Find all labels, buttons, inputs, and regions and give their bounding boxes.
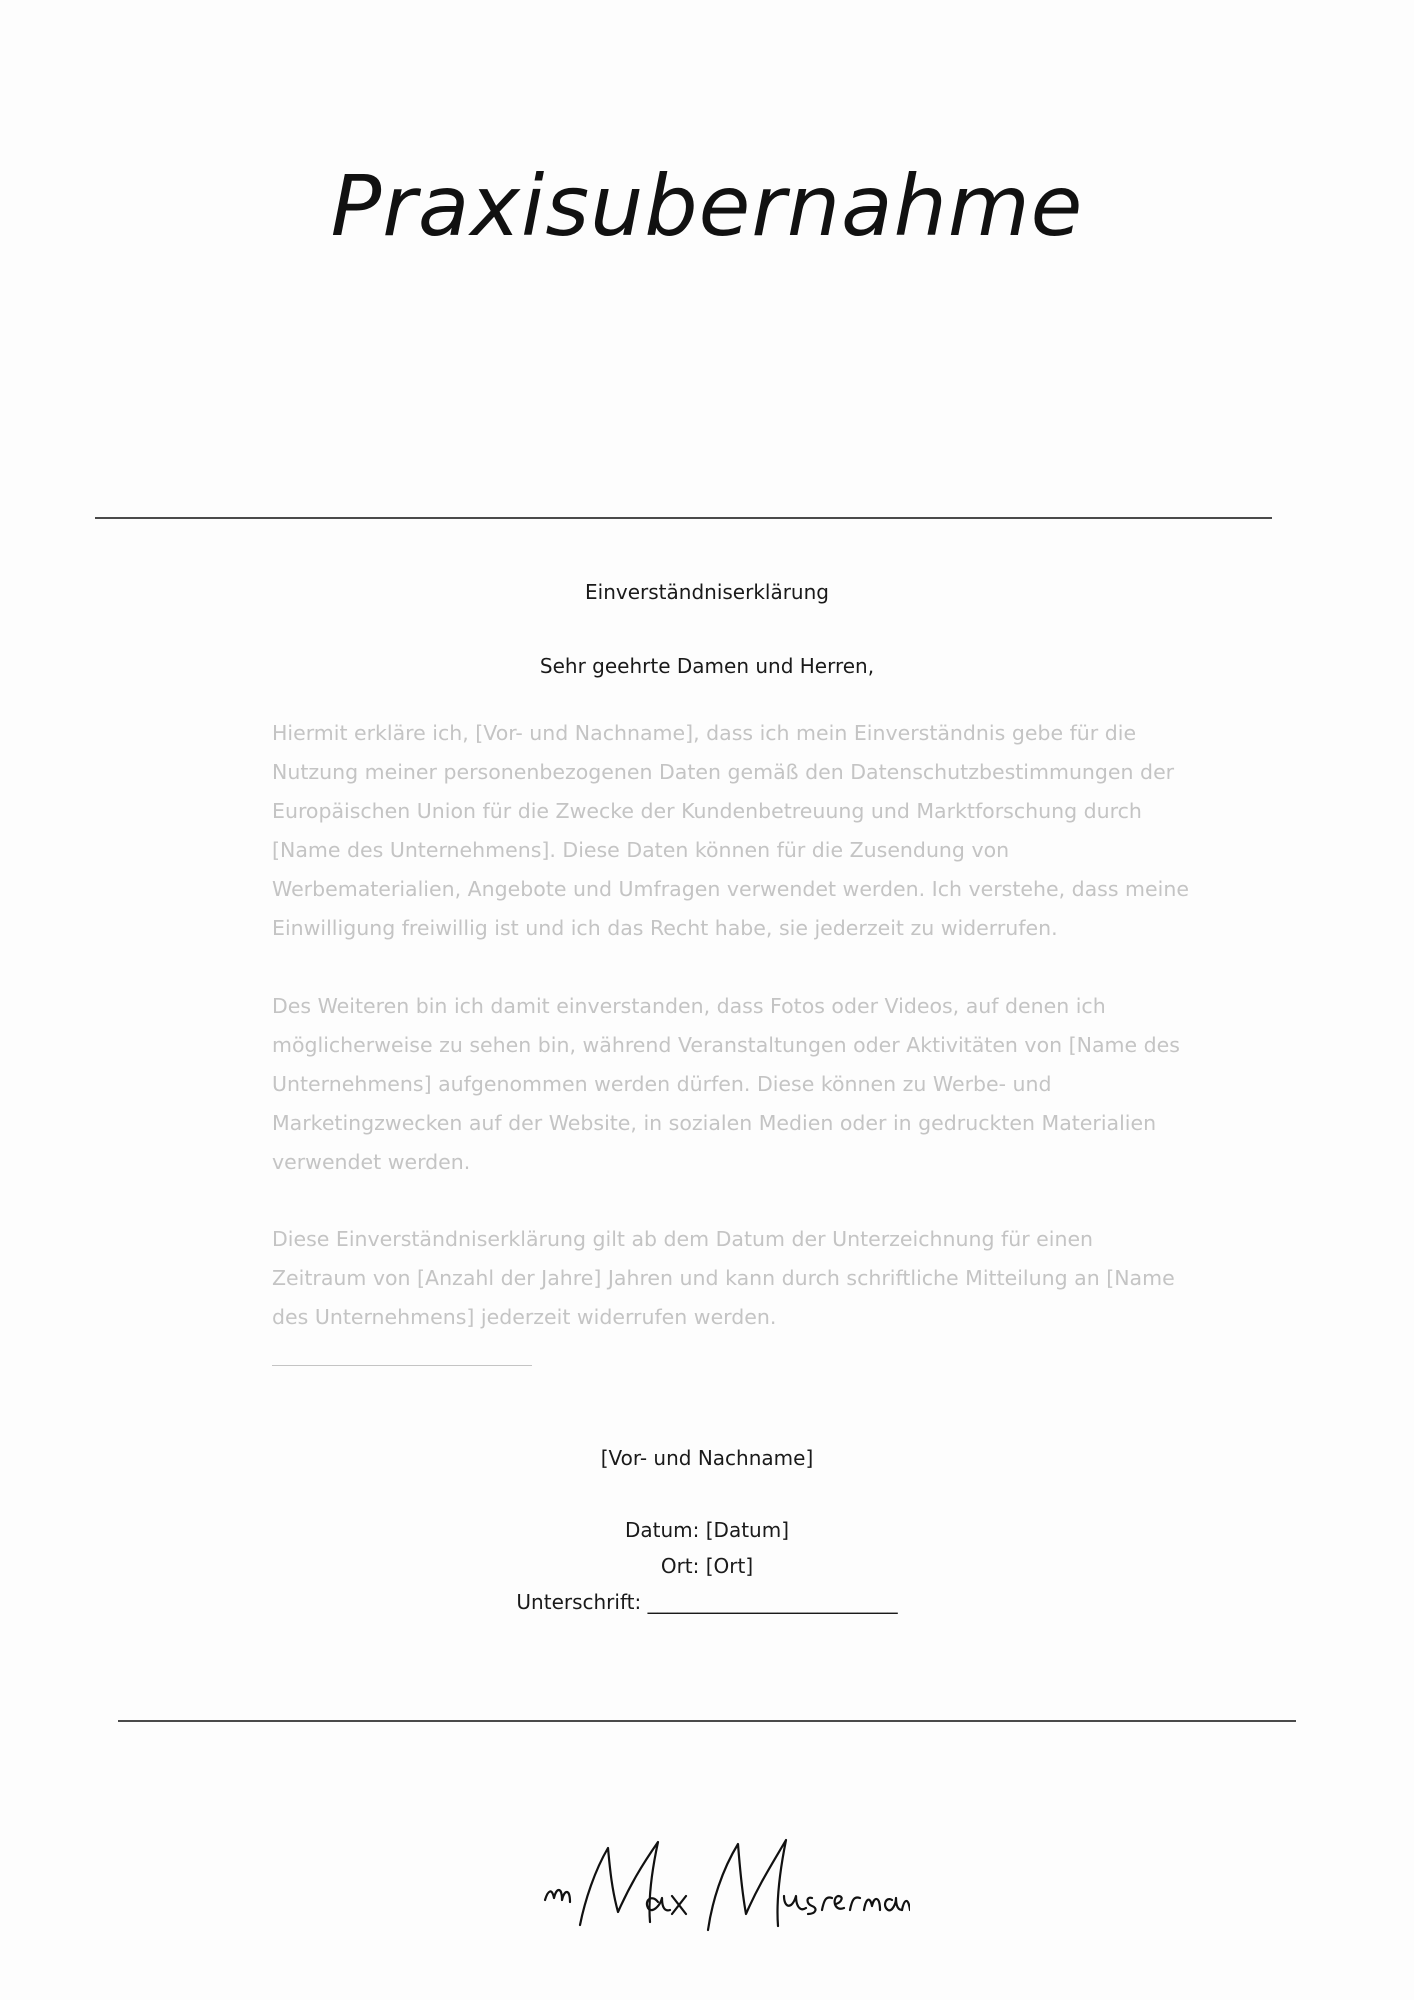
body-paragraph-2: Des Weiteren bin ich damit einverstanden, dass Fotos oder Videos, auf denen ich möglicherweise zu sehen bin, während Veranstaltungen oder Aktivitäten von [Name des Unternehmens] aufgenommen werden dürfen. Diese können zu Werbe- und Marketingzwecken auf der Website, in sozialen Medien oder in gedruckten Materialien verwendet werden. [272,994,1180,1174]
handwritten-signature [540,1830,910,1940]
document-heading: Einverständniserklärung [585,580,829,604]
signature-blank-line [272,1365,532,1366]
body-paragraph-1: Hiermit erkläre ich, [Vor- und Nachname], dass ich mein Einverständnis gebe für die Nutzung meiner personenbezogenen Daten gemäß den Datenschutzbestimmungen der Europäischen Union für die Zwecke der Kundenbetreuung und Marktforschung durch [Name des Unternehmens]. Diese Daten können für die Zusendung von Werbematerialien, Angebote und Umfragen verwendet werden. Ich verstehe, dass meine Einwilligung freiwillig ist und ich das Recht habe, sie jederzeit zu widerrufen. [272,721,1189,940]
top-divider [95,517,1272,519]
document-title: Praxisubernahme [330,157,1084,255]
signature-field: Unterschrift: _________________________ [516,1590,898,1614]
body-paragraph-3: Diese Einverständniserklärung gilt ab dem Datum der Unterzeichnung für einen Zeitraum von [Anzahl der Jahre] Jahren und kann durch schriftliche Mitteilung an [Name des Unternehmens] jederzeit widerrufen werden. [272,1227,1175,1329]
name-placeholder: [Vor- und Nachname] [600,1446,814,1470]
salutation: Sehr geehrte Damen und Herren, [539,654,875,678]
place-field: Ort: [Ort] [660,1554,754,1578]
bottom-divider [118,1720,1296,1722]
date-field: Datum: [Datum] [624,1518,789,1542]
